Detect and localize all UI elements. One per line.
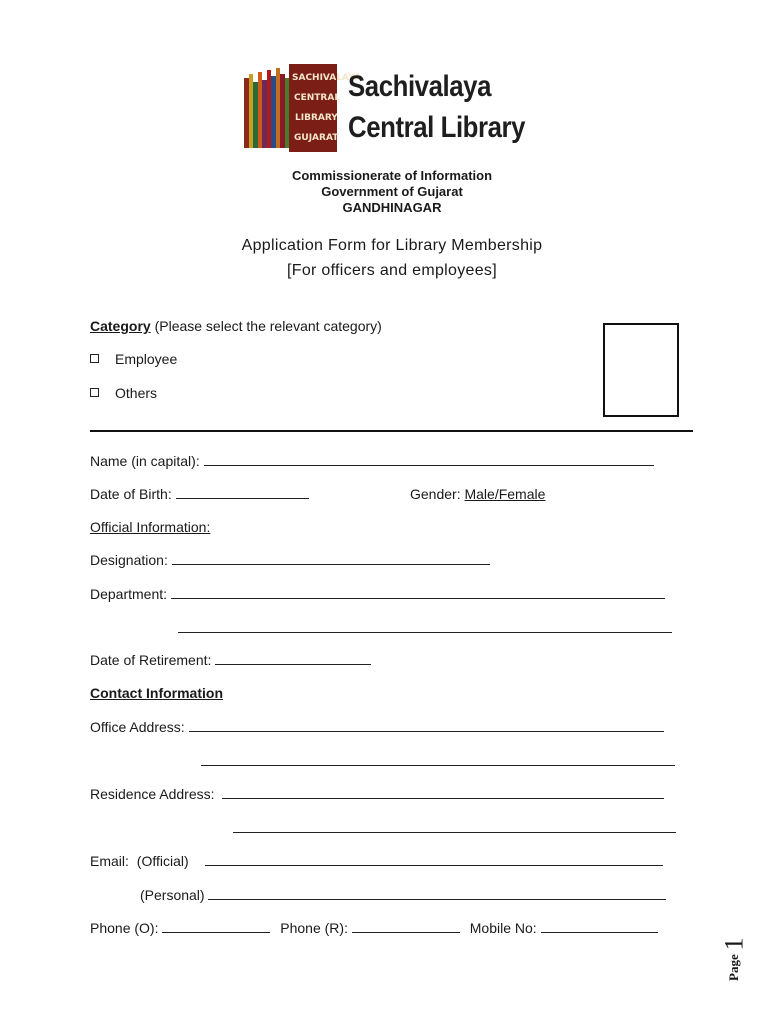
department-row-2 xyxy=(178,619,672,637)
logo-text-2: CENTRAL xyxy=(294,93,341,103)
mobile-label: Mobile No: xyxy=(469,920,537,936)
retirement-row xyxy=(90,651,371,669)
library-logo xyxy=(244,64,361,154)
form-title: Application Form for Library Membership xyxy=(241,237,543,254)
department-label: Department: xyxy=(90,586,168,602)
name-field[interactable] xyxy=(204,452,654,466)
email-label: Email: xyxy=(90,853,129,869)
residence-address-row-2 xyxy=(233,819,676,837)
contact-info-heading: Contact Information xyxy=(90,685,223,701)
department-row xyxy=(90,585,665,603)
form-subtitle: [For officers and employees] xyxy=(287,262,497,279)
category-option-others[interactable] xyxy=(90,384,157,402)
residence-address-label: Residence Address: xyxy=(90,786,215,802)
dob-row xyxy=(90,485,309,503)
phone-residence-label: Phone (R): xyxy=(280,920,348,936)
category-hint: (Please select the relevant category) xyxy=(150,318,382,334)
email-personal-row xyxy=(140,886,666,904)
residence-address-row xyxy=(90,785,664,803)
department-field-1[interactable] xyxy=(171,585,665,599)
org-line-1: Commissionerate of Information xyxy=(291,168,493,183)
email-official-row xyxy=(90,852,663,870)
office-address-field-2[interactable] xyxy=(201,752,675,766)
others-checkbox[interactable] xyxy=(90,388,99,397)
retirement-field[interactable] xyxy=(215,651,371,665)
logo-text-4: GUJARAT xyxy=(294,133,339,143)
office-address-label: Office Address: xyxy=(90,719,185,735)
photo-box xyxy=(603,323,679,417)
section-divider xyxy=(90,430,693,432)
employee-option-label: Employee xyxy=(115,351,178,367)
designation-field[interactable] xyxy=(172,551,490,565)
org-line-3: GANDHINAGAR xyxy=(342,200,442,215)
category-row xyxy=(90,317,382,335)
page-word: Page xyxy=(726,954,741,981)
phone-row xyxy=(90,919,658,937)
category-option-employee[interactable] xyxy=(90,350,177,368)
page-digit: 1 xyxy=(719,937,749,951)
retirement-label: Date of Retirement: xyxy=(90,652,212,668)
name-row xyxy=(90,452,654,470)
office-address-field-1[interactable] xyxy=(189,718,664,732)
email-official-field[interactable] xyxy=(205,852,663,866)
phone-office-field[interactable] xyxy=(162,919,270,933)
gender-row xyxy=(410,485,545,503)
mobile-field[interactable] xyxy=(541,919,658,933)
category-label: Category xyxy=(90,318,151,334)
logo-title-line1: Sachivalaya xyxy=(348,70,492,103)
gender-value[interactable]: Male/Female xyxy=(464,486,546,502)
office-address-row-2 xyxy=(201,752,675,770)
dob-label: Date of Birth: xyxy=(90,486,172,502)
official-info-heading: Official Information: xyxy=(90,519,211,535)
residence-address-field-2[interactable] xyxy=(233,819,676,833)
email-personal-label: (Personal) xyxy=(140,887,205,903)
phone-office-label: Phone (O): xyxy=(90,920,159,936)
org-line-2: Government of Gujarat xyxy=(321,184,463,199)
dob-field[interactable] xyxy=(176,485,309,499)
department-field-2[interactable] xyxy=(178,619,672,633)
page-number xyxy=(716,935,756,985)
email-official-label: (Official) xyxy=(136,853,189,869)
employee-checkbox[interactable] xyxy=(90,354,99,363)
logo-text-3: LIBRARY xyxy=(295,113,338,123)
logo-title-line2: Central Library xyxy=(348,111,526,144)
logo-text-1: SACHIVALAYA xyxy=(292,73,361,83)
designation-label: Designation: xyxy=(90,552,168,568)
residence-address-field-1[interactable] xyxy=(222,785,664,799)
name-label: Name (in capital): xyxy=(90,453,200,469)
designation-row xyxy=(90,551,490,569)
phone-residence-field[interactable] xyxy=(352,919,460,933)
logo-book-spines xyxy=(244,68,289,148)
office-address-row xyxy=(90,718,664,736)
email-personal-field[interactable] xyxy=(208,886,666,900)
others-option-label: Others xyxy=(115,385,158,401)
gender-label: Gender: xyxy=(410,486,461,502)
